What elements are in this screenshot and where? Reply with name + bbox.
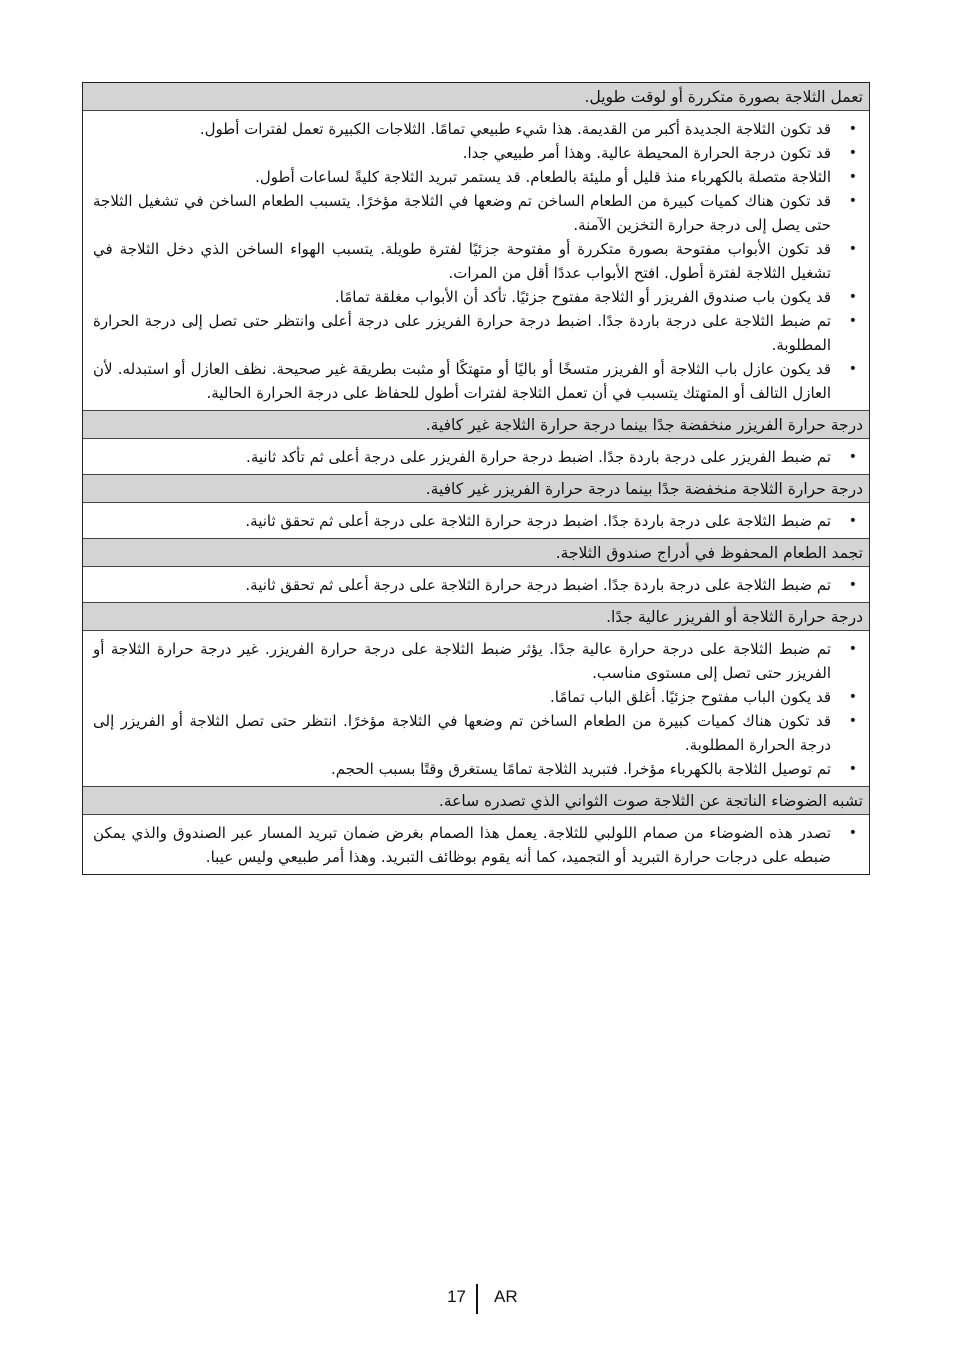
list-item-text: قد تكون الثلاجة الجديدة أكبر من القديمة. هذا شيء طبيعي تمامًا. الثلاجات الكبيرة تعمل لفترات أطول. — [199, 120, 831, 138]
bullet-list — [93, 637, 865, 781]
bullet-icon: • — [848, 513, 857, 529]
bullet-icon: • — [848, 825, 857, 841]
list-item-text: قد يكون عازل باب الثلاجة أو الفريزر متسخًا أو باليًا أو متهتكًا أو مثبت بطريقة غير صحيحة. نظف العازل أو استبدله. لأن العازل التالف أو المتهتك يتسبب في أن تعمل الثلاجة لفترات أطول للحفاظ على درجة الحرارة الحالية. — [93, 360, 831, 402]
list-item — [93, 685, 857, 709]
list-item-text: قد تكون هناك كميات كبيرة من الطعام الساخن تم وضعها في الثلاجة مؤخرًا. انتظر حتى تصل الثلاجة أو الفريزر إلى درجة الحرارة المطلوبة. — [93, 712, 831, 754]
list-item — [93, 509, 857, 533]
bullet-icon: • — [848, 121, 857, 137]
section-header: تجمد الطعام المحفوظ في أدراج صندوق الثلاجة. — [83, 539, 869, 567]
section-body — [83, 567, 869, 603]
list-item — [93, 117, 857, 141]
list-item-text: تصدر هذه الضوضاء من صمام اللولبي للثلاجة. يعمل هذا الصمام بغرض ضمان تبريد المسار عبر الصندوق والذي يمكن ضبطه على درجات حرارة التبريد أو التجميد، كما أنه يقوم بوظائف التبريد. وهذا أمر طبيعي وليس عيبا. — [93, 824, 831, 866]
bullet-list — [93, 821, 865, 869]
list-item-text: قد يكون الباب مفتوح جزئيًا. أغلق الباب تمامًا. — [549, 688, 831, 706]
bullet-list — [93, 573, 865, 597]
bullet-icon: • — [848, 449, 857, 465]
list-item — [93, 757, 857, 781]
list-item — [93, 445, 857, 469]
bullet-icon: • — [848, 689, 857, 705]
list-item-text: قد تكون الأبواب مفتوحة بصورة متكررة أو مفتوحة جزئيًا لفترة طويلة. يتسبب الهواء الساخن الذي دخل الثلاجة في تشغيل الثلاجة لفترة أطول. افتح الأبواب عددًا أقل من المرات. — [93, 240, 831, 282]
list-item — [93, 237, 857, 285]
list-item-text: قد تكون هناك كميات كبيرة من الطعام الساخن تم وضعها في الثلاجة مؤخرًا. يتسبب الطعام الساخن في تشغيل الثلاجة حتى يصل إلى درجة حرارة التخزين الآمنة. — [93, 192, 831, 234]
list-item — [93, 165, 857, 189]
page-number: 17 — [447, 1287, 466, 1306]
section-body — [83, 815, 869, 874]
troubleshooting-table — [82, 82, 870, 875]
section-header: درجة حرارة الثلاجة أو الفريزر عالية جدًا. — [83, 603, 869, 631]
section-header: درجة حرارة الثلاجة منخفضة جدًا بينما درجة حرارة الفريزر غير كافية. — [83, 475, 869, 503]
bullet-icon: • — [848, 193, 857, 209]
list-item-text: تم ضبط الفريزر على درجة باردة جدًا. اضبط درجة حرارة الفريزر على درجة أعلى ثم تأكد ثانية. — [246, 448, 831, 466]
list-item — [93, 637, 857, 685]
list-item-text: تم ضبط الثلاجة على درجة باردة جدًا. اضبط درجة حرارة الثلاجة على درجة أعلى ثم تحقق ثانية. — [245, 576, 831, 594]
list-item-text: قد يكون باب صندوق الفريزر أو الثلاجة مفتوح جزئيًا. تأكد أن الأبواب مغلقة تمامًا. — [334, 288, 831, 306]
section-body — [83, 503, 869, 539]
bullet-icon: • — [848, 361, 857, 377]
footer-divider — [476, 1284, 478, 1314]
list-item-text: قد تكون درجة الحرارة المحيطة عالية. وهذا أمر طبيعي جدا. — [462, 144, 831, 162]
bullet-list — [93, 445, 865, 469]
bullet-icon: • — [848, 169, 857, 185]
list-item-text: تم ضبط الثلاجة على درجة باردة جدًا. اضبط درجة حرارة الفريزر على درجة أعلى وانتظر حتى تصل إلى درجة الحرارة المطلوبة. — [93, 312, 831, 354]
list-item — [93, 709, 857, 757]
bullet-list — [93, 509, 865, 533]
bullet-icon: • — [848, 313, 857, 329]
list-item — [93, 189, 857, 237]
section-header: درجة حرارة الفريزر منخفضة جدًا بينما درجة حرارة الثلاجة غير كافية. — [83, 411, 869, 439]
list-item — [93, 141, 857, 165]
list-item — [93, 821, 857, 869]
section-header: تعمل الثلاجة بصورة متكررة أو لوقت طويل. — [83, 83, 869, 111]
bullet-icon: • — [848, 289, 857, 305]
list-item-text: تم توصيل الثلاجة بالكهرباء مؤخرا. فتبريد الثلاجة تمامًا يستغرق وقتًا بسبب الحجم. — [330, 760, 831, 778]
bullet-icon: • — [848, 241, 857, 257]
bullet-icon: • — [848, 761, 857, 777]
section-body — [83, 111, 869, 411]
page-footer — [0, 1284, 954, 1316]
section-header: تشبه الضوضاء الناتجة عن الثلاجة صوت الثواني الذي تصدره ساعة. — [83, 787, 869, 815]
section-body — [83, 631, 869, 787]
bullet-icon: • — [848, 145, 857, 161]
language-label: AR — [494, 1287, 518, 1306]
list-item-text: تم ضبط الثلاجة على درجة حرارة عالية جدًا. يؤثر ضبط الثلاجة على درجة حرارة الفريزر. غير درجة حرارة الثلاجة أو الفريزر حتى تصل إلى مستوى مناسب. — [93, 640, 831, 682]
bullet-icon: • — [848, 641, 857, 657]
list-item-text: تم ضبط الثلاجة على درجة باردة جدًا. اضبط درجة حرارة الثلاجة على درجة أعلى ثم تحقق ثانية. — [245, 512, 831, 530]
bullet-list — [93, 117, 865, 405]
list-item — [93, 573, 857, 597]
list-item — [93, 357, 857, 405]
list-item — [93, 285, 857, 309]
list-item — [93, 309, 857, 357]
bullet-icon: • — [848, 713, 857, 729]
section-body — [83, 439, 869, 475]
list-item-text: الثلاجة متصلة بالكهرباء منذ قليل أو مليئة بالطعام. قد يستمر تبريد الثلاجة كليةً لساعات أطول. — [255, 168, 831, 186]
bullet-icon: • — [848, 577, 857, 593]
